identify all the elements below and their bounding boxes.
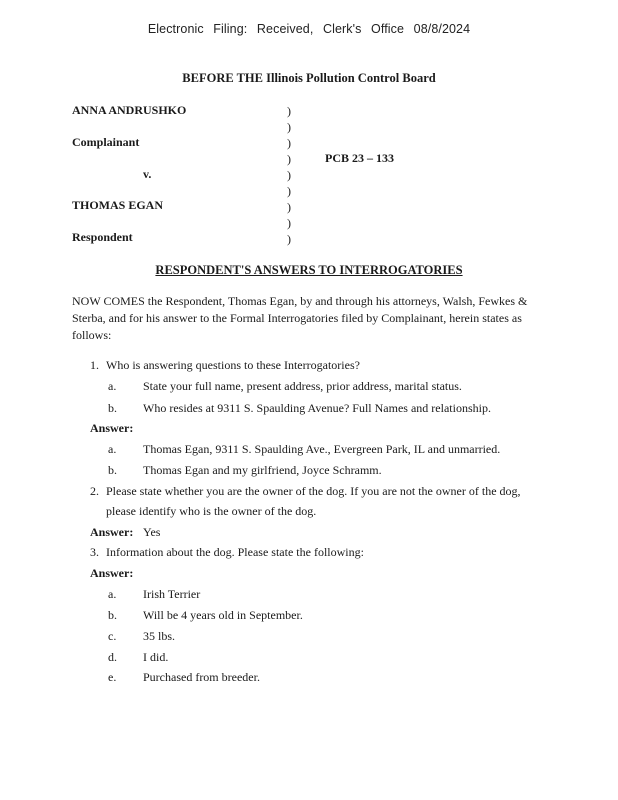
item-label: c. — [108, 629, 117, 643]
item-label: a. — [108, 379, 117, 393]
answer-label: Answer: — [90, 421, 134, 435]
item-label: d. — [108, 650, 117, 664]
case-number: PCB 23 – 133 — [325, 151, 394, 165]
item-label: a. — [108, 442, 117, 456]
item-text: Thomas Egan, 9311 S. Spaulding Ave., Evergreen Park, IL and unmarried. — [143, 442, 501, 456]
caption-paren: ) — [287, 200, 291, 214]
answer-label: Answer: — [90, 566, 134, 580]
caption-paren: ) — [287, 168, 291, 182]
question-number: 3. — [90, 545, 99, 559]
item-label: a. — [108, 587, 117, 601]
question-text: please identify who is the owner of the dog. — [106, 504, 317, 518]
answer-text: Yes — [143, 525, 161, 539]
item-text: I did. — [143, 650, 169, 664]
answer-label: Answer: — [90, 525, 134, 539]
item-label: b. — [108, 463, 117, 477]
intro-paragraph: NOW COMES the Respondent, Thomas Egan, by and through his attorneys, Walsh, Fewkes & Sterba, and for his answer to the Formal Interrogatories filed by Complainant, herein states as follows: — [72, 294, 528, 342]
question-text: Information about the dog. Please state the following: — [106, 545, 364, 559]
caption-paren: ) — [287, 216, 291, 230]
item-text: 35 lbs. — [143, 629, 176, 643]
caption-paren: ) — [287, 104, 291, 118]
caption-paren: ) — [287, 136, 291, 150]
item-label: b. — [108, 608, 117, 622]
question-text: Who is answering questions to these Interrogatories? — [106, 358, 360, 372]
document-heading: RESPONDENT'S ANSWERS TO INTERROGATORIES — [155, 263, 463, 277]
item-text: Purchased from breeder. — [143, 670, 260, 684]
complainant-role: Complainant — [72, 135, 140, 149]
caption-paren: ) — [287, 120, 291, 134]
complainant-name: ANNA ANDRUSHKO — [72, 103, 187, 117]
caption-paren: ) — [287, 152, 291, 166]
filing-stamp: Electronic Filing: Received, Clerk's Office 08/8/2024 — [147, 22, 471, 36]
item-text: State your full name, present address, prior address, marital status. — [143, 379, 462, 393]
question-text: Please state whether you are the owner of the dog. If you are not the owner of the dog, — [106, 484, 521, 498]
item-label: b. — [108, 401, 117, 415]
item-text: Will be 4 years old in September. — [143, 608, 303, 622]
respondent-role: Respondent — [72, 230, 133, 244]
item-label: e. — [108, 670, 117, 684]
versus-label: v. — [143, 167, 152, 181]
item-text: Who resides at 9311 S. Spaulding Avenue? Full Names and relationship. — [143, 401, 491, 415]
board-title: BEFORE THE Illinois Pollution Control Board — [182, 71, 436, 85]
respondent-name: THOMAS EGAN — [72, 198, 164, 212]
item-text: Irish Terrier — [143, 587, 201, 601]
question-number: 1. — [90, 358, 99, 372]
caption-paren: ) — [287, 184, 291, 198]
item-text: Thomas Egan and my girlfriend, Joyce Schramm. — [143, 463, 382, 477]
question-number: 2. — [90, 484, 99, 498]
caption-paren: ) — [287, 232, 291, 246]
